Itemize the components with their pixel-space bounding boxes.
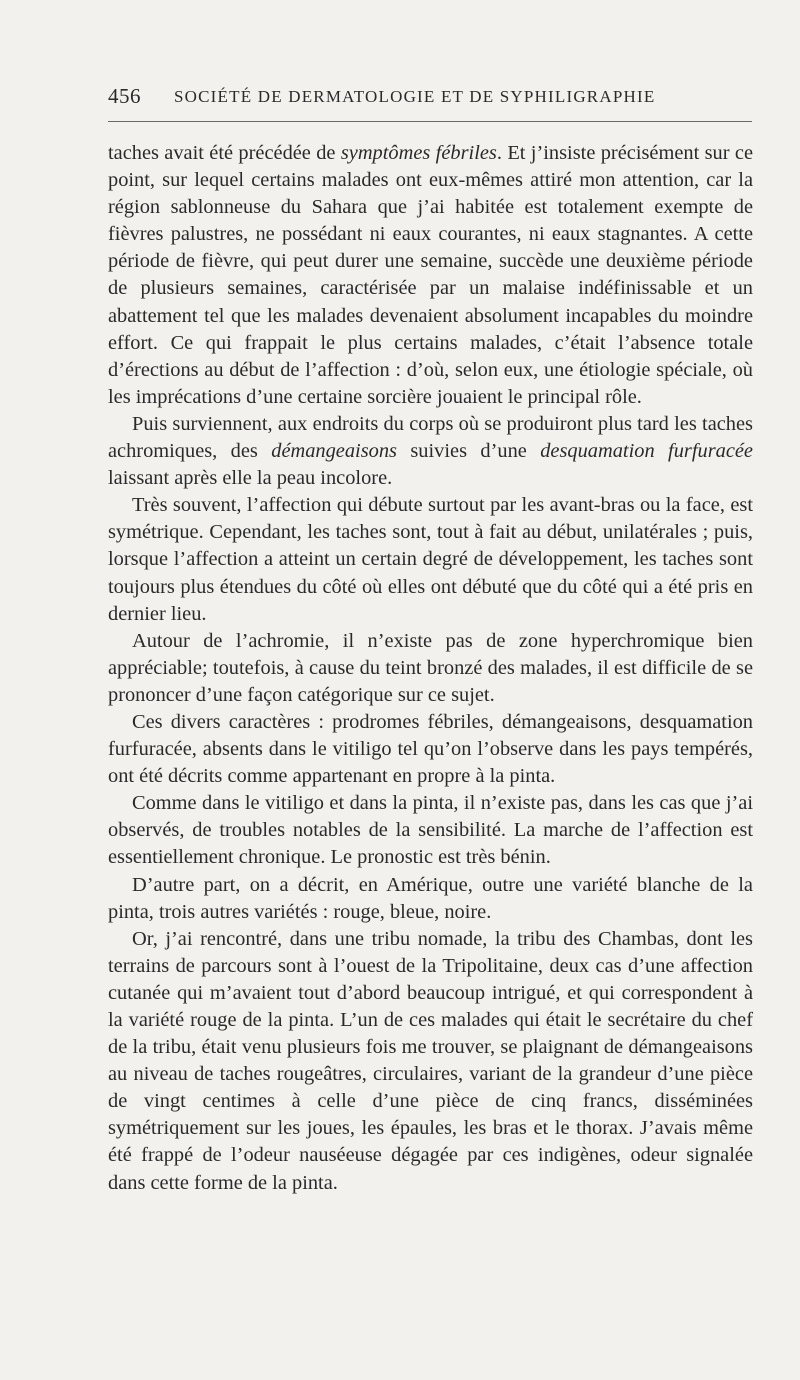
paragraph: Ces divers caractères : prodromes fébriles, démangeaisons, desquamation furfuracée, absents dans le vitiligo tel qu’on l’observe dans les pays tempérés, ont été décrits comme appartenant en propre à la pinta. <box>108 710 753 788</box>
running-head: SOCIÉTÉ DE DERMATOLOGIE ET DE SYPHILIGRAPHIE <box>174 87 656 106</box>
page-header <box>108 84 752 110</box>
text-run: suivies d’une <box>396 440 541 463</box>
body-text <box>108 140 753 1197</box>
text-run: laissant après elle la peau incolore. <box>108 467 393 490</box>
paragraph: D’autre part, on a décrit, en Amérique, outre une variété blanche de la pinta, trois autres variétés : rouge, bleue, noire. <box>108 873 753 923</box>
italic-run: desquamation furfuracée <box>540 440 753 463</box>
page-number: 456 <box>108 84 141 108</box>
paragraph: Comme dans le vitiligo et dans la pinta, il n’existe pas, dans les cas que j’ai observés, de troubles notables de la sensibilité. La marche de l’affection est essentiellement chronique. Le pronostic est très bénin. <box>108 792 753 869</box>
paragraph: Or, j’ai rencontré, dans une tribu nomade, la tribu des Chambas, dont les terrains de parcours sont à l’ouest de la Tripolitaine, deux cas d’une affection cutanée qui m’avaient tout d’abord beaucoup intrigué, et qui correspondent à la variété rouge de la pinta. L’un de ces malades qui était le secrétaire du chef de la tribu, était venu plusieurs fois me trouver, se plaignant de démangeaisons au niveau de taches rougeâtres, circulaires, variant de la grandeur d’une pièce de vingt centimes à celle d’une pièce de cinq francs, disséminées symétriquement sur les joues, les épaules, les bras et le thorax. J’avais même été frappé de l’odeur nauséeuse dégagée par ces indigènes, odeur signalée dans cette forme de la pinta. <box>108 927 753 1194</box>
paragraph <box>108 411 753 492</box>
text-run: taches avait été précédée de <box>108 142 341 164</box>
italic-run: symptômes fébriles <box>340 142 497 164</box>
paragraph <box>108 140 753 411</box>
header-rule <box>108 121 752 122</box>
paragraph: Autour de l’achromie, il n’existe pas de zone hyperchromique bien appréciable; toutefois, à cause du teint bronzé des malades, il est difficile de se prononcer d’une façon catégorique sur ce sujet. <box>108 629 753 706</box>
text-run: Puis surviennent, aux endroits du corps où se produiront plus tard les taches achromiques, des <box>108 412 753 463</box>
paragraph: Très souvent, l’affection qui débute surtout par les avant-bras ou la face, est symétrique. Cependant, les taches sont, tout à fait au début, unilatérales ; puis, lorsque l’affection a atteint un certain degré de développement, les taches sont toujours plus étendues du côté où elles ont débuté que du côté qui a été pris en dernier lieu. <box>108 494 753 625</box>
italic-run: démangeaisons <box>271 440 397 463</box>
text-run: . Et j’insiste précisément sur ce point, sur lequel certains malades ont eux-mêmes attiré mon attention, car la région sablonneuse du Sahara que j’ai habitée est totalement exempte de fièvres palustres, ne possédant ni eaux courantes, ni eaux stagnantes. A cette période de fièvre, qui peut durer une semaine, succède une deuxième période de plusieurs semaines, caractérisée par un malaise indéfinissable et un abattement tel que les malades devenaient absolument incapables du moindre effort. Ce qui frappait le plus certains malades, c’était l’absence totale d’érections au début de l’affection : d’où, selon eux, une étiologie spéciale, où les imprécations d’une certaine sorcière jouaient le principal rôle. <box>108 142 753 408</box>
